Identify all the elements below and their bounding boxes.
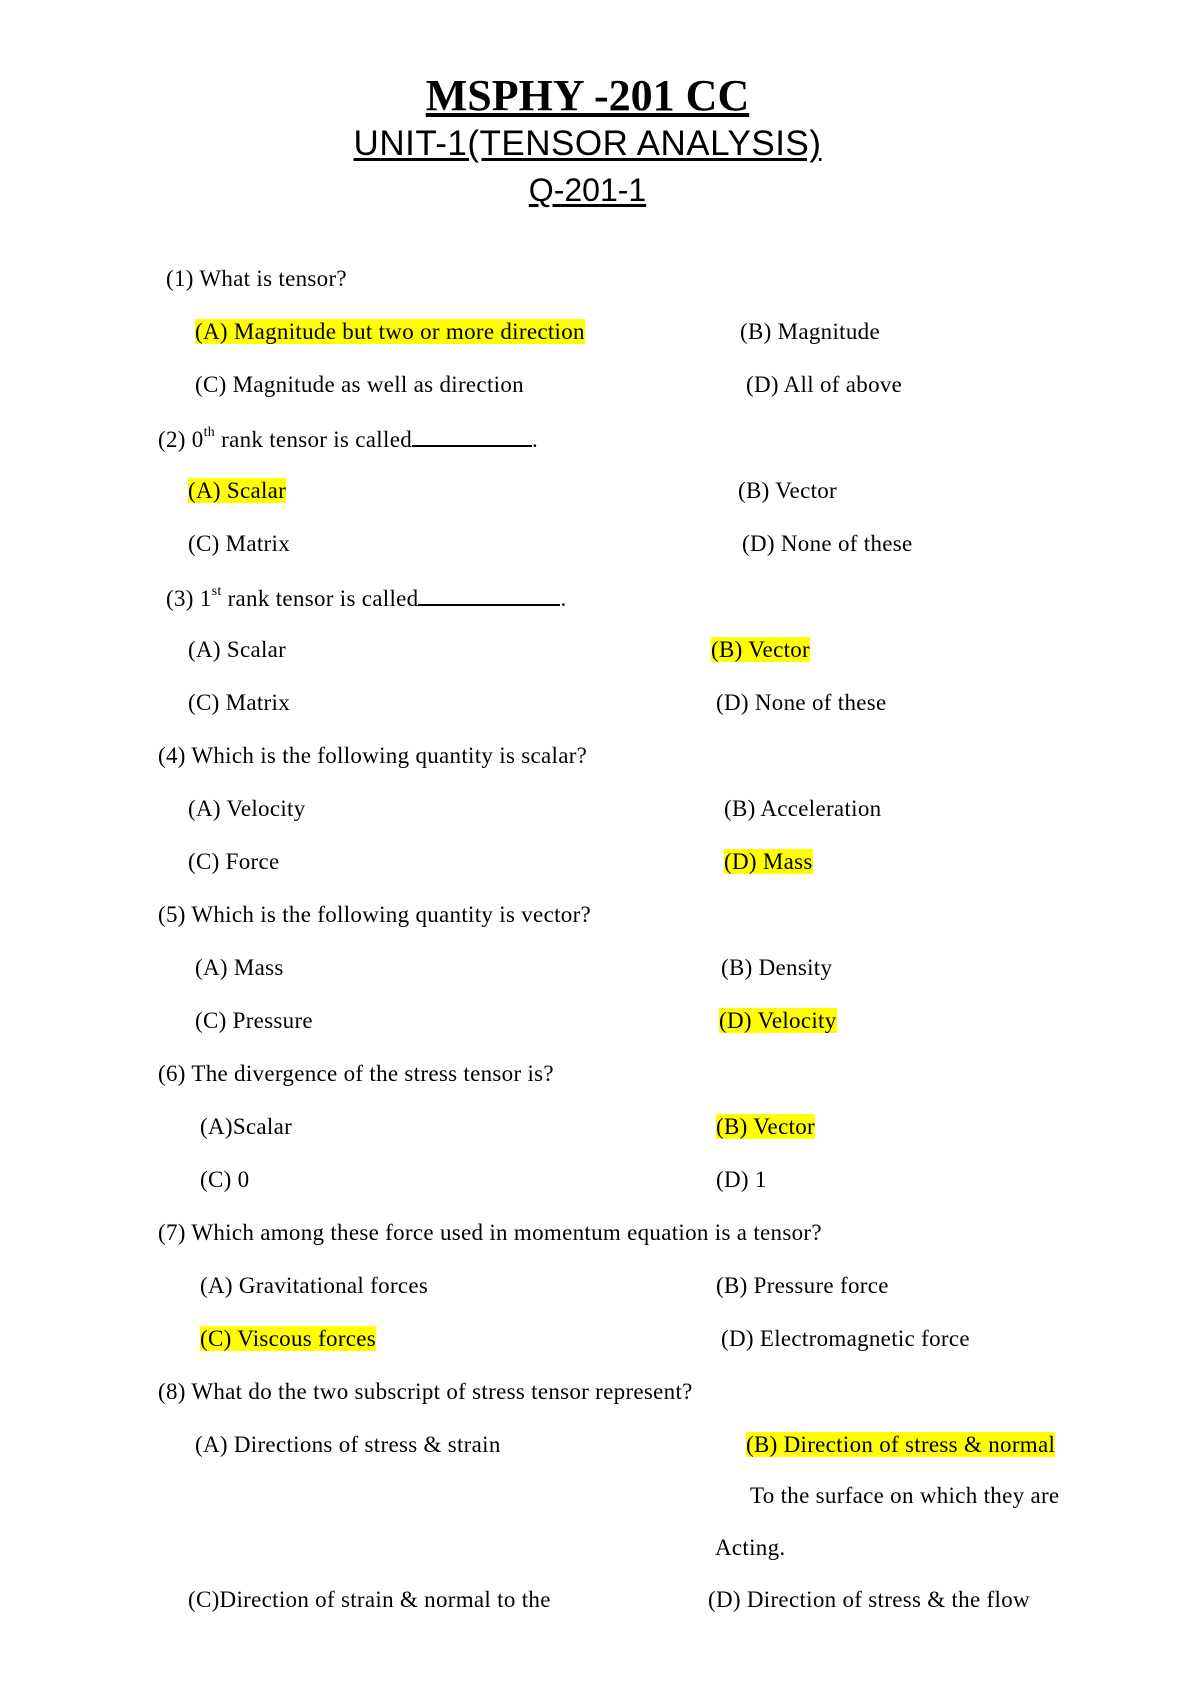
question-3-prompt bbox=[166, 582, 567, 614]
question-3-option-c: (C) Matrix bbox=[188, 690, 291, 715]
question-8-option-b bbox=[746, 1430, 1055, 1460]
question-2-option-d: (D) None of these bbox=[742, 531, 913, 556]
ordinal-superscript: th bbox=[203, 425, 216, 441]
prompt-text: rank tensor is called bbox=[215, 427, 413, 452]
course-code-title: MSPHY -201 CC bbox=[425, 71, 750, 120]
question-5-prompt: (5) Which is the following quantity is vector? bbox=[158, 902, 592, 927]
question-4-option-d bbox=[724, 847, 813, 877]
question-5-option-a: (A) Mass bbox=[195, 955, 284, 980]
question-1-option-b: (B) Magnitude bbox=[740, 319, 880, 344]
answer-blank bbox=[412, 423, 532, 447]
question-6-prompt: (6) The divergence of the stress tensor is? bbox=[158, 1061, 554, 1086]
question-8-option-b-continued: To the surface on which they are bbox=[750, 1483, 1060, 1508]
question-8-option-c: (C)Direction of strain & normal to the bbox=[188, 1587, 551, 1612]
question-7-option-c bbox=[200, 1324, 376, 1354]
question-1-option-c: (C) Magnitude as well as direction bbox=[195, 372, 524, 397]
question-2-option-a bbox=[188, 476, 286, 506]
answer-highlight: (A) Magnitude but two or more direction bbox=[195, 319, 585, 344]
answer-highlight: (B) Vector bbox=[711, 637, 811, 662]
answer-highlight: (B) Direction of stress & normal bbox=[746, 1432, 1056, 1457]
question-4-option-a: (A) Velocity bbox=[188, 796, 306, 821]
question-3-option-a: (A) Scalar bbox=[188, 637, 287, 662]
question-4-prompt: (4) Which is the following quantity is scalar? bbox=[158, 743, 588, 768]
question-7-prompt: (7) Which among these force used in momentum equation is a tensor? bbox=[158, 1220, 822, 1245]
answer-highlight: (B) Vector bbox=[716, 1114, 816, 1139]
question-7-option-b: (B) Pressure force bbox=[716, 1273, 889, 1298]
question-1-prompt: (1) What is tensor? bbox=[166, 266, 347, 291]
question-2-option-c: (C) Matrix bbox=[188, 531, 291, 556]
question-1-option-a bbox=[195, 317, 585, 347]
question-2-prompt bbox=[158, 423, 538, 455]
question-7-option-a: (A) Gravitational forces bbox=[200, 1273, 429, 1298]
question-3-option-d: (D) None of these bbox=[716, 690, 887, 715]
answer-highlight: (A) Scalar bbox=[188, 478, 287, 503]
question-2-option-b: (B) Vector bbox=[738, 478, 838, 503]
unit-title: UNIT-1(TENSOR ANALYSIS) bbox=[353, 124, 822, 163]
question-5-option-b: (B) Density bbox=[721, 955, 833, 980]
prompt-end: . bbox=[560, 586, 567, 611]
question-6-option-b bbox=[716, 1112, 815, 1142]
question-8-option-d: (D) Direction of stress & the flow bbox=[708, 1587, 1030, 1612]
question-5-option-d bbox=[719, 1006, 837, 1036]
question-7-option-d: (D) Electromagnetic force bbox=[721, 1326, 970, 1351]
question-6-option-d: (D) 1 bbox=[716, 1167, 767, 1192]
question-5-option-c: (C) Pressure bbox=[195, 1008, 313, 1033]
answer-highlight: (D) Mass bbox=[724, 849, 813, 874]
question-6-option-a: (A)Scalar bbox=[200, 1114, 293, 1139]
prompt-end: . bbox=[532, 427, 539, 452]
answer-highlight: (C) Viscous forces bbox=[200, 1326, 377, 1351]
prompt-text: rank tensor is called bbox=[221, 586, 419, 611]
ordinal-superscript: st bbox=[211, 584, 222, 600]
answer-highlight: (D) Velocity bbox=[719, 1008, 837, 1033]
question-4-option-b: (B) Acceleration bbox=[724, 796, 882, 821]
question-4-option-c: (C) Force bbox=[188, 849, 280, 874]
question-set-code: Q-201-1 bbox=[528, 172, 647, 208]
question-1-option-d: (D) All of above bbox=[746, 372, 903, 397]
question-8-prompt: (8) What do the two subscript of stress tensor represent? bbox=[158, 1379, 693, 1404]
prompt-text: (2) 0 bbox=[158, 427, 204, 452]
answer-blank bbox=[418, 582, 560, 606]
question-8-option-a: (A) Directions of stress & strain bbox=[195, 1432, 501, 1457]
question-6-option-c: (C) 0 bbox=[200, 1167, 250, 1192]
prompt-text: (3) 1 bbox=[166, 586, 212, 611]
question-3-option-b bbox=[711, 635, 810, 665]
question-8-option-b-continued-2: Acting. bbox=[715, 1535, 786, 1560]
